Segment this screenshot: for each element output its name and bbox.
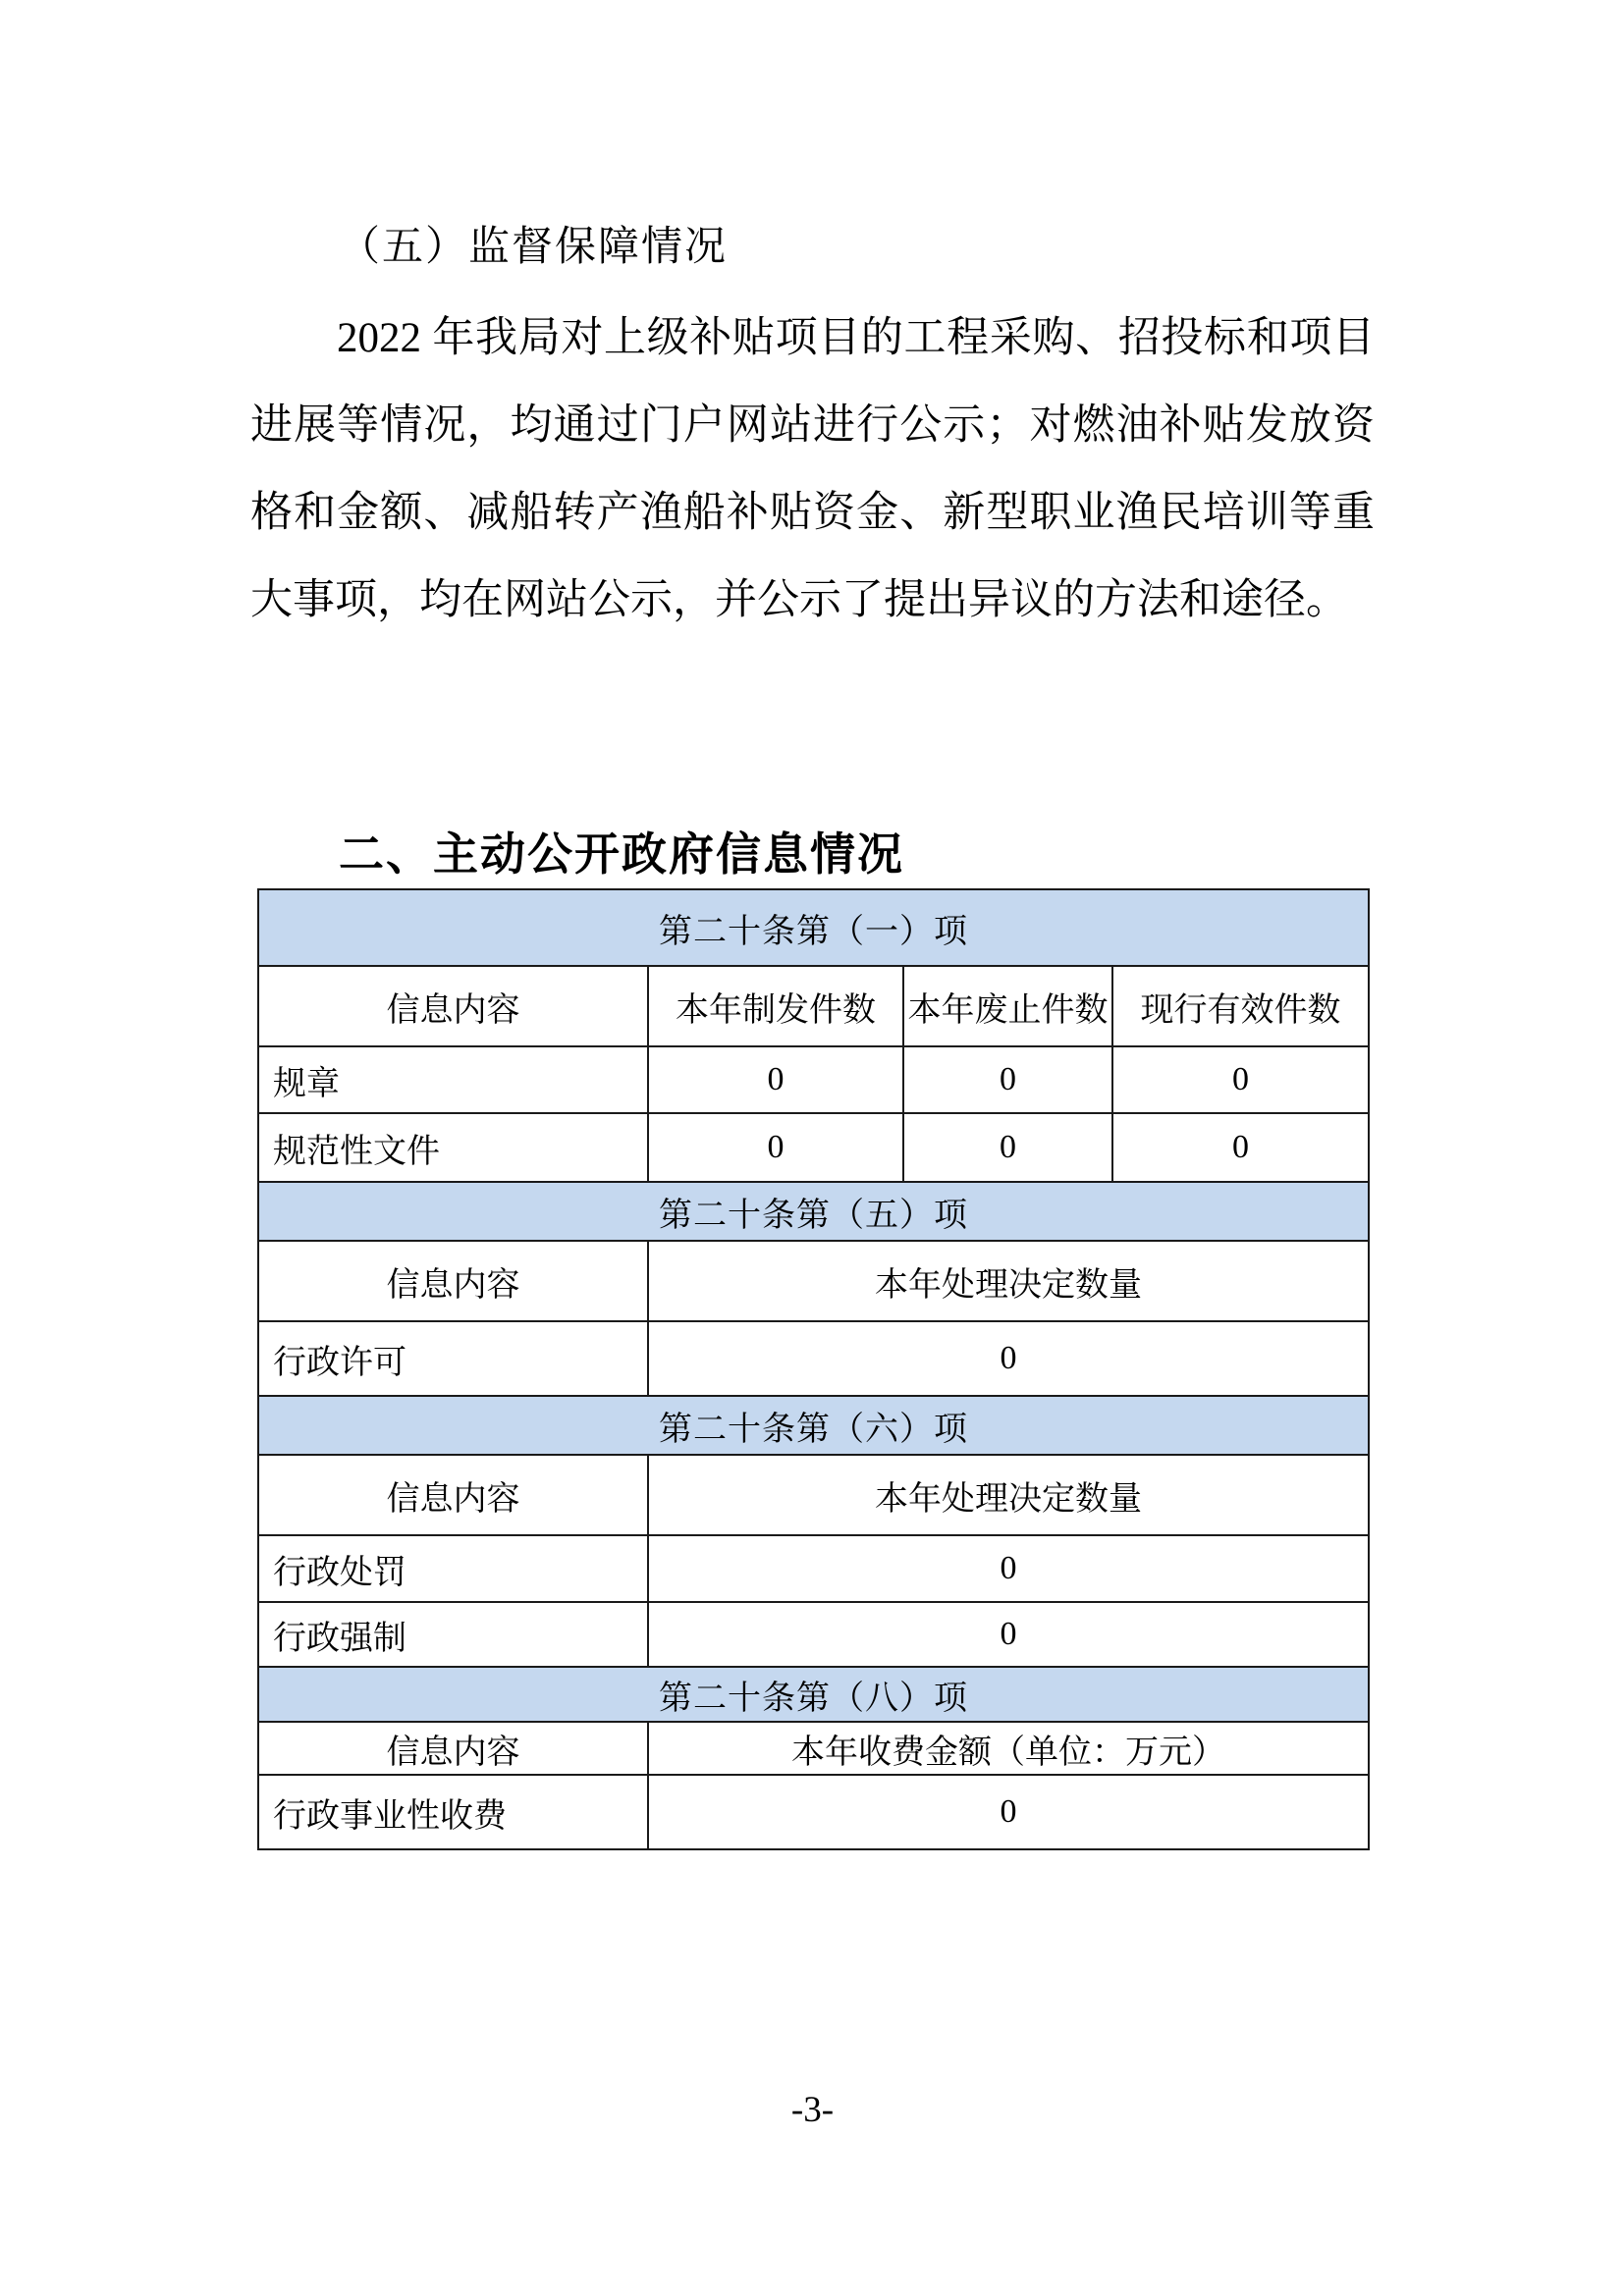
column-header: 信息内容 [258, 1722, 648, 1775]
table-row [258, 1046, 1369, 1113]
table-row [258, 966, 1369, 1046]
row-label: 行政事业性收费 [258, 1775, 648, 1849]
paragraph-line: 进展等情况，均通过门户网站进行公示；对燃油补贴发放资 [250, 402, 1375, 449]
cell-value: 0 [648, 1602, 1369, 1667]
table-row [258, 1396, 1369, 1455]
paragraph-line: 2022 年我局对上级补贴项目的工程采购、招投标和项目 [337, 315, 1375, 361]
table-row [258, 1667, 1369, 1722]
cell-value: 0 [1112, 1113, 1369, 1182]
row-label: 行政处罚 [258, 1535, 648, 1602]
cell-value: 0 [648, 1775, 1369, 1849]
table-section-title: 第二十条第（六）项 [258, 1396, 1369, 1455]
table-row [258, 1455, 1369, 1535]
table-row [258, 1182, 1369, 1241]
table-row [258, 1722, 1369, 1775]
cell-value: 0 [648, 1113, 903, 1182]
cell-value: 0 [1112, 1046, 1369, 1113]
cell-value: 0 [648, 1046, 903, 1113]
cell-value: 0 [648, 1535, 1369, 1602]
table-section-title: 第二十条第（八）项 [258, 1667, 1369, 1722]
column-header: 本年制发件数 [648, 966, 903, 1046]
table-row [258, 1113, 1369, 1182]
table-row [258, 1602, 1369, 1667]
row-label: 行政许可 [258, 1321, 648, 1396]
cell-value: 0 [903, 1113, 1112, 1182]
body-paragraph [250, 294, 1375, 644]
table-section-title: 第二十条第（五）项 [258, 1182, 1369, 1241]
row-label: 规范性文件 [258, 1113, 648, 1182]
cell-value: 0 [903, 1046, 1112, 1113]
table-section-title: 第二十条第（一）项 [258, 889, 1369, 966]
column-header: 本年处理决定数量 [648, 1241, 1369, 1321]
row-label: 行政强制 [258, 1602, 648, 1667]
disclosure-table [257, 888, 1370, 1850]
table-row [258, 1321, 1369, 1396]
row-label: 规章 [258, 1046, 648, 1113]
page-number: -3- [790, 2090, 835, 2130]
table-row [258, 1241, 1369, 1321]
section-title: 二、主动公开政府信息情况 [339, 828, 904, 880]
paragraph-line: 大事项，均在网站公示，并公示了提出异议的方法和途径。 [250, 577, 1348, 623]
column-header: 本年收费金额（单位：万元） [648, 1722, 1369, 1775]
paragraph-line: 格和金额、减船转产渔船补贴资金、新型职业渔民培训等重 [250, 490, 1375, 536]
column-header: 信息内容 [258, 1241, 648, 1321]
table-row [258, 1775, 1369, 1849]
column-header: 本年处理决定数量 [648, 1455, 1369, 1535]
column-header: 信息内容 [258, 966, 648, 1046]
subsection-heading: （五）监督保障情况 [339, 225, 729, 270]
column-header: 本年废止件数 [903, 966, 1112, 1046]
column-header: 现行有效件数 [1112, 966, 1369, 1046]
table-row [258, 889, 1369, 966]
column-header: 信息内容 [258, 1455, 648, 1535]
table-row [258, 1535, 1369, 1602]
cell-value: 0 [648, 1321, 1369, 1396]
